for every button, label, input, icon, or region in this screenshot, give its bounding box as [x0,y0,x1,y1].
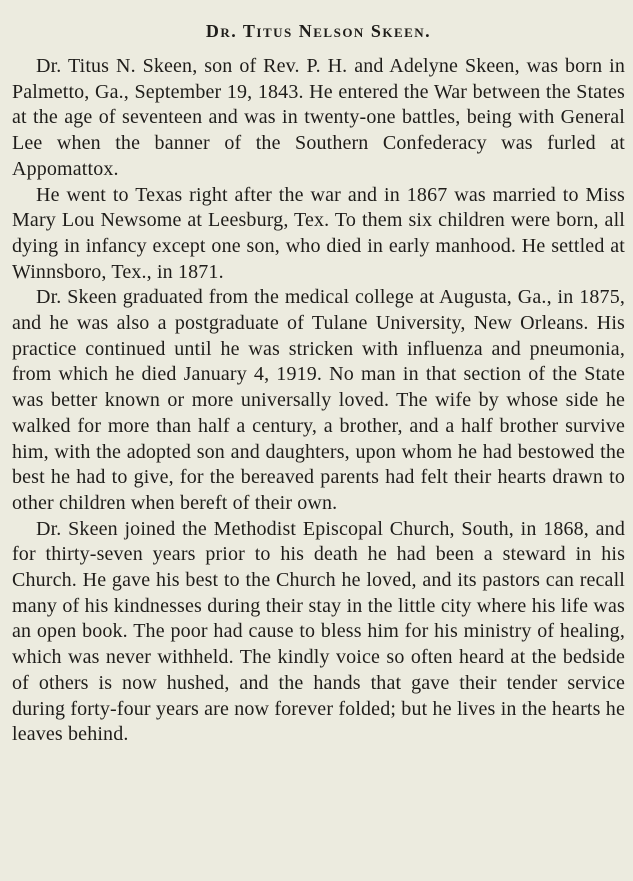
page-title: Dr. Titus Nelson Skeen. [205,21,432,41]
paragraph-3: Dr. Skeen graduated from the medical college at Augusta, Ga., in 1875, and he was also a postgraduate of Tulane University, New Orleans. His practice continued until he was stricken with influenza and pneumonia, from which he died January 4, 1919. No man in that section of the State was better known or more universally loved. The wife by whose side he walked for more than half a century, a brother, and a half brother survive him, with the adopted son and daughters, upon whom he had bestowed the best he had to give, for the bereaved parents had felt their hearts drawn to other children when bereft of their own. [12,286,625,514]
paragraph-1: Dr. Titus N. Skeen, son of Rev. P. H. and Adelyne Skeen, was born in Palmetto, Ga., September 19, 1843. He entered the War between the States at the age of seventeen and was in twenty-one battles, being with General Lee when the banner of the Southern Confederacy was furled at Appomattox. [12,55,625,180]
paragraph-2: He went to Texas right after the war and in 1867 was married to Miss Mary Lou Newsome at Leesburg, Tex. To them six children were born, all dying in infancy except one son, who died in early manhood. He settled at Winnsboro, Tex., in 1871. [12,183,625,283]
paragraph-4: Dr. Skeen joined the Methodist Episcopal Church, South, in 1868, and for thirty-seven years prior to his death he had been a steward in his Church. He gave his best to the Church he loved, and its pastors can recall many of his kindnesses during their stay in the little city where his life was an open book. The poor had cause to bless him for his ministry of healing, which was never withheld. The kindly voice so often heard at the bedside of others is now hushed, and the hands that gave their tender service during forty-four years are now forever folded; but he lives in the hearts he leaves behind. [12,517,625,746]
